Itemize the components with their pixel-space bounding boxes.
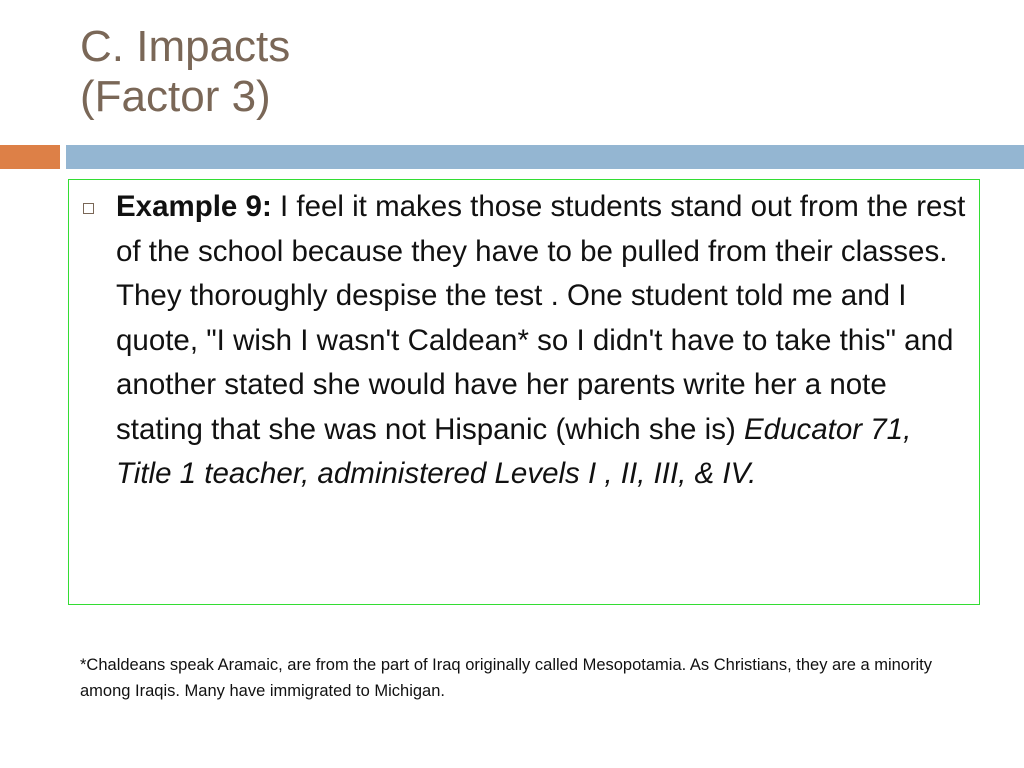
example-label: Example 9: — [116, 190, 272, 223]
title-line-1: C. Impacts — [80, 22, 291, 71]
accent-band-blue — [66, 145, 1024, 169]
accent-band-orange — [0, 145, 60, 169]
square-bullet-icon — [83, 203, 94, 214]
example-attribution: Educator 71, Title 1 teacher, administered Levels I , II, III, & IV. — [116, 412, 912, 490]
example-body: I feel it makes those students stand out from the rest of the school because they have to be pulled from their classes. They thoroughly despise the test . One student told me and I quote, "I wish I wasn't Caldean* so I didn't have to take this" and another stated she would have her parents write her a note stating that she was not Hispanic (which she is) — [116, 190, 966, 446]
footnote: *Chaldeans speak Aramaic, are from the part of Iraq originally called Mesopotamia. As Christians, they are a minority among Iraqis. Many have immigrated to Michigan. — [80, 656, 932, 700]
title-line-2: (Factor 3) — [80, 72, 271, 121]
slide-title — [80, 22, 980, 122]
bullet-text — [116, 185, 966, 497]
content-box — [68, 179, 980, 605]
